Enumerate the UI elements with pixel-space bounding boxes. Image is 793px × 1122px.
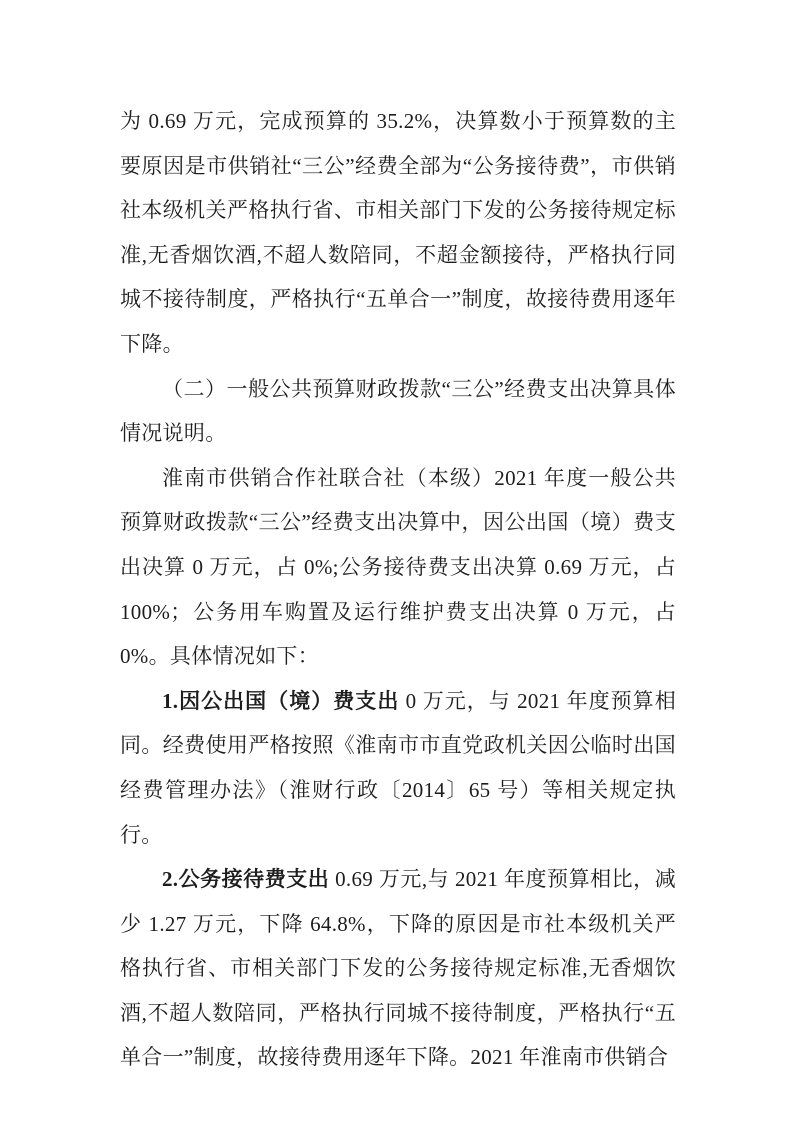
paragraph-continuation [120,99,676,367]
item-2-bold-lead: 2.公务接待费支出 [162,867,330,892]
item-1-text: 0 万元，与 2021 年度预算相同。经费使用严格按照《淮南市市直党政机关因公临时出国经费管理办法》（淮财行政〔2014〕65 号）等相关规定执行。 [120,688,676,847]
section-heading-text: （二）一般公共预算财政拨款“三公”经费支出决算具体情况说明。 [120,376,676,446]
document-text-block [120,99,676,1080]
section-heading [120,367,676,456]
paragraph-item-1 [120,679,676,857]
paragraph-overview-text: 淮南市供销合作社联合社（本级）2021 年度一般公共预算财政拨款“三公”经费支出决算中，因公出国（境）费支出决算 0 万元，占 0%;公务接待费支出决算 0.69 万元，占 100%；公务用车购置及运行维护费支出决算 0 万元，占 0%。具体情况如下： [120,465,676,669]
item-2-text: 0.69 万元,与 2021 年度预算相比，减少 1.27 万元，下降 64.8%，下降的原因是市社本级机关严格执行省、市相关部门下发的公务接待规定标准,无香烟饮酒,不超人数陪同，严格执行同城不接待制度，严格执行“五单合一”制度，故接待费用逐年下降。2021 年淮南市供销合 [120,867,676,1070]
paragraph-item-2 [120,857,676,1080]
paragraph-continuation-text: 为 0.69 万元，完成预算的 35.2%，决算数小于预算数的主要原因是市供销社“三公”经费全部为“公务接待费”，市供销社本级机关严格执行省、市相关部门下发的公务接待规定标准,无香烟饮酒,不超人数陪同，不超金额接待，严格执行同城不接待制度，严格执行“五单合一”制度，故接待费用逐年下降。 [120,109,676,356]
item-1-bold-lead: 1.因公出国（境）费支出 [162,688,400,713]
paragraph-overview [120,456,676,679]
